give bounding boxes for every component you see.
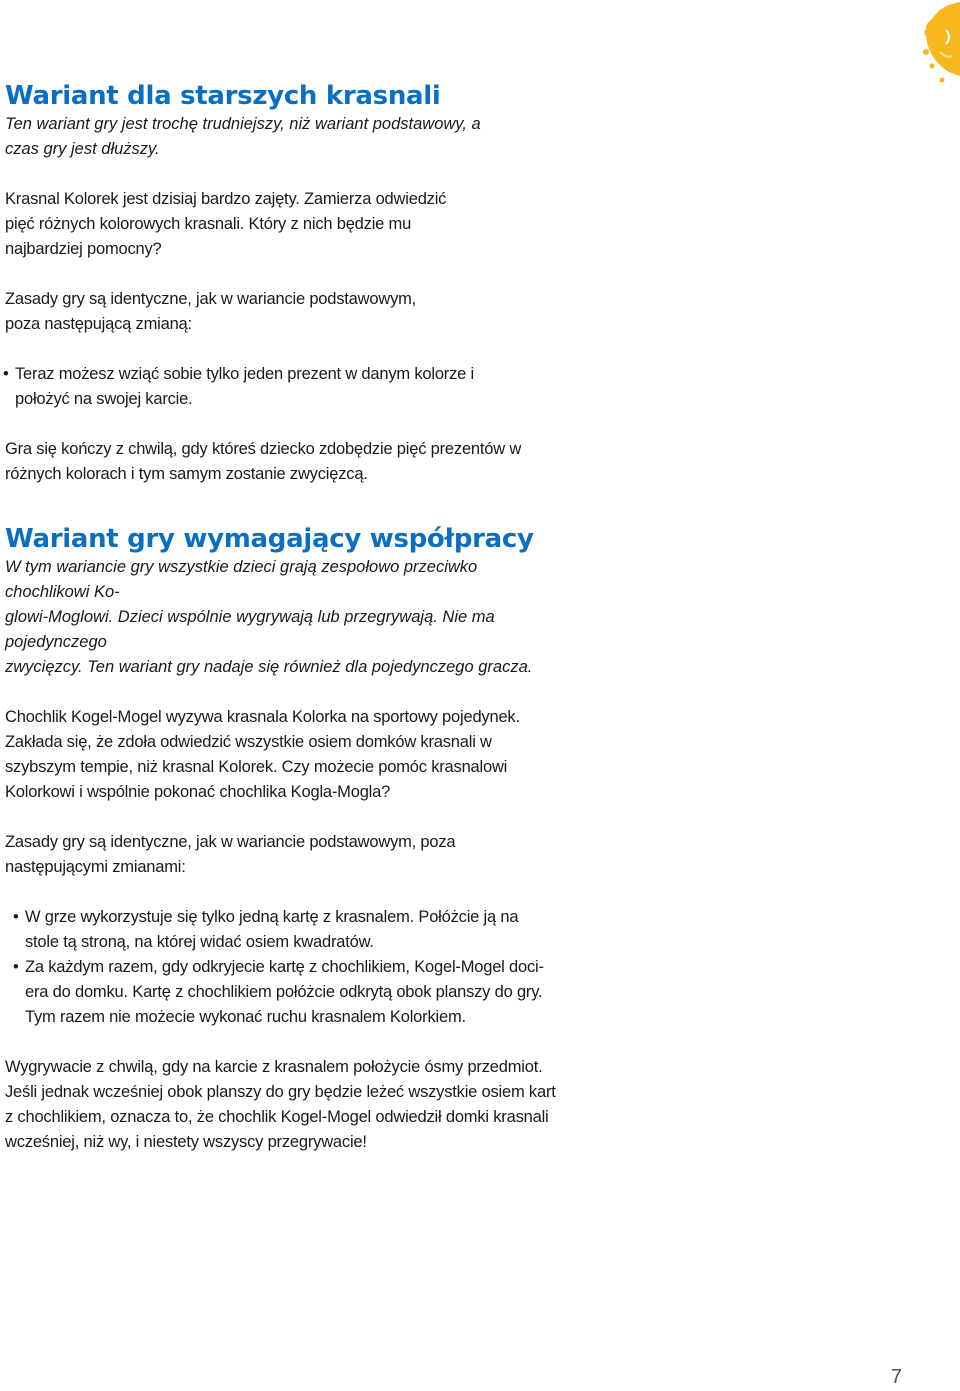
section2-title: Wariant gry wymagający współpracy xyxy=(5,524,534,554)
section1-title: Wariant dla starszych krasnali xyxy=(5,81,441,111)
section2-lead xyxy=(5,555,565,680)
text-line: położyć na swojej karcie. xyxy=(15,390,193,408)
section2-paragraph-2 xyxy=(5,830,565,880)
text-line: następującymi zmianami: xyxy=(5,858,186,876)
text-line: różnych kolorach i tym samym zostanie zwycięzcą. xyxy=(5,465,368,483)
text-line: wcześniej, niż wy, i niestety wszyscy przegrywacie! xyxy=(5,1133,367,1151)
text-line: era do domku. Kartę z chochlikiem połóżcie odkrytą obok planszy do gry. xyxy=(25,983,543,1001)
content-column xyxy=(5,78,565,1155)
section2-paragraph-1 xyxy=(5,705,565,805)
text-line: • Za każdym razem, gdy odkryjecie kartę z chochlikiem, Kogel-Mogel doci- xyxy=(25,958,544,976)
text-line: Jeśli jednak wcześniej obok planszy do gry będzie leżeć wszystkie osiem kart xyxy=(5,1083,556,1101)
text-line: • Teraz możesz wziąć sobie tylko jeden prezent w danym kolorze i xyxy=(15,365,474,383)
section2-paragraph-3 xyxy=(5,1055,565,1155)
text-line: Kolorkowi i wspólnie pokonać chochlika Kogla-Mogla? xyxy=(5,783,391,801)
list-item xyxy=(15,362,565,412)
text-line: Zasady gry są identyczne, jak w wariancie podstawowym, xyxy=(5,290,417,308)
section1-paragraph-1 xyxy=(5,187,565,262)
text-line: z chochlikiem, oznacza to, że chochlik Kogel-Mogel odwiedził domki krasnali xyxy=(5,1108,549,1126)
text-line: Zakłada się, że zdoła odwiedzić wszystkie osiem domków krasnali w xyxy=(5,733,492,751)
list-item xyxy=(25,905,565,955)
text-line: Krasnal Kolorek jest dzisiaj bardzo zajęty. Zamierza odwiedzić xyxy=(5,190,447,208)
text-line: Gra się kończy z chwilą, gdy któreś dziecko zdobędzie pięć prezentów w xyxy=(5,440,522,458)
section1-paragraph-3 xyxy=(5,437,565,487)
section1-lead-line: Ten wariant gry jest trochę trudniejszy, niż wariant podstawowy, a xyxy=(5,115,481,133)
text-line: najbardziej pomocny? xyxy=(5,240,162,258)
text-line: stole tą stroną, na której widać osiem kwadratów. xyxy=(25,933,374,951)
section1-paragraph-2 xyxy=(5,287,565,337)
text-line: Tym razem nie możecie wykonać ruchu krasnalem Kolorkiem. xyxy=(25,1008,466,1026)
text-line: szybszym tempie, niż krasnal Kolorek. Czy możecie pomóc krasnalowi xyxy=(5,758,508,776)
sun-splash-icon xyxy=(912,0,960,88)
list-item xyxy=(25,955,565,1030)
text-line: Wygrywacie z chwilą, gdy na karcie z krasnalem położycie ósmy przedmiot. xyxy=(5,1058,543,1076)
section2-lead-line: W tym wariancie gry wszystkie dzieci grają zespołowo przeciwko chochlikowi Ko- xyxy=(5,558,478,601)
section2-lead-line: zwycięzcy. Ten wariant gry nadaje się również dla pojedynczego gracza. xyxy=(5,658,533,676)
section1-lead-line: czas gry jest dłuższy. xyxy=(5,140,160,158)
text-line: poza następującą zmianą: xyxy=(5,315,192,333)
section2-bullet-list xyxy=(25,905,565,1030)
text-line: pięć różnych kolorowych krasnali. Który z nich będzie mu xyxy=(5,215,412,233)
text-line: Chochlik Kogel-Mogel wyzywa krasnala Kolorka na sportowy pojedynek. xyxy=(5,708,520,726)
page-number: 7 xyxy=(890,1366,902,1388)
text-line: Zasady gry są identyczne, jak w wariancie podstawowym, poza xyxy=(5,833,456,851)
section1-lead xyxy=(5,112,565,162)
text-line: • W grze wykorzystuje się tylko jedną kartę z krasnalem. Połóżcie ją na xyxy=(25,908,519,926)
section1-bullet-list xyxy=(15,362,565,412)
section2-lead-line: glowi-Moglowi. Dzieci wspólnie wygrywają lub przegrywają. Nie ma pojedynczego xyxy=(5,608,495,651)
